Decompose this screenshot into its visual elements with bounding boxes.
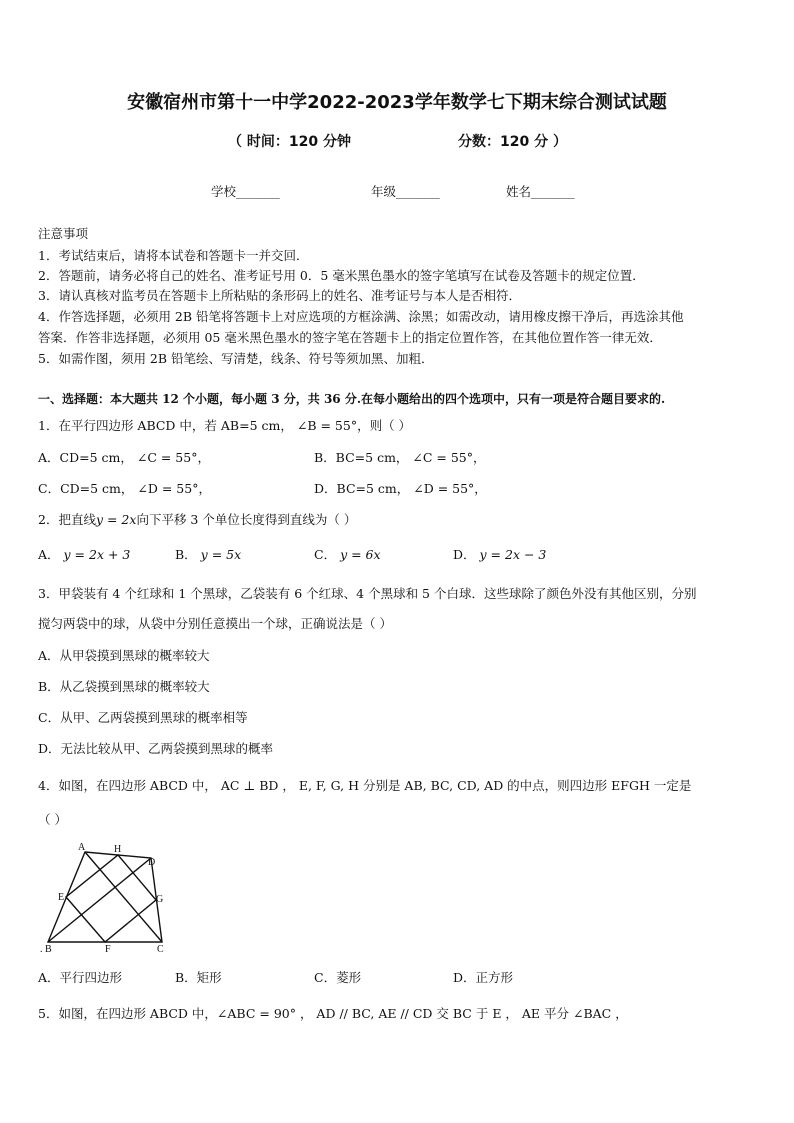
q1-option-d: D．BC=5 cm， ∠D = 55°， — [314, 481, 487, 496]
q2-option-c — [314, 545, 381, 563]
q2-c-math: y = 6x — [340, 547, 381, 562]
grade-field: 年级_______ — [371, 184, 440, 199]
notice-item: 5．如需作图，须用 2B 铅笔绘、写清楚，线条、符号等须加黑、加粗． — [38, 351, 434, 366]
q2-b-math: y = 5x — [200, 547, 242, 562]
notice-item: 2．答题前，请务必将自己的姓名、准考证号用 0．5 毫米黑色墨水的签字笔填写在试卷及答题卡的规定位置． — [38, 268, 645, 283]
exam-title: 安徽宿州市第十一中学2022-2023学年数学七下期末综合测试试题 — [127, 92, 667, 113]
q4-option-c: C．菱形 — [314, 970, 362, 985]
q2-option-a — [38, 545, 130, 563]
q2-stem-post: 向下平移 3 个单位长度得到直线为（ ） — [136, 512, 357, 527]
label-a: A — [78, 842, 86, 853]
q2-stem-pre: 2．把直线 — [38, 512, 96, 527]
notice-item: 答案．作答非选择题，必须用 05 毫米黑色墨水的签字笔在答题卡上的指定位置作答，在其他位置作答一律无效． — [38, 330, 662, 345]
label-e: E — [58, 892, 65, 903]
q2-a-math: y = 2x + 3 — [63, 547, 131, 562]
score-label: 分数：120 分 ） — [458, 134, 567, 150]
q2-d-math: y = 2x − 3 — [479, 547, 547, 562]
q1-option-c: C．CD=5 cm， ∠D = 55°， — [38, 481, 211, 496]
notice-heading: 注意事项 — [38, 226, 89, 241]
notice-item: 3．请认真核对监考员在答题卡上所粘贴的条形码上的姓名、准考证号与本人是否相符． — [38, 288, 521, 303]
q1-option-b: B．BC=5 cm， ∠C = 55°， — [314, 450, 486, 465]
q3-option-c: C．从甲、乙两袋摸到黑球的概率相等 — [38, 710, 248, 725]
label-d: D — [148, 857, 156, 868]
q4-option-d: D．正方形 — [453, 970, 514, 985]
q1-stem: 1．在平行四边形 ABCD 中，若 AB=5 cm， ∠B = 55°，则（ ） — [38, 418, 412, 433]
q3-option-b: B．从乙袋摸到黑球的概率较大 — [38, 679, 210, 694]
q2-a-label: A． — [38, 547, 60, 562]
q1-option-a: A．CD=5 cm， ∠C = 55°， — [38, 450, 210, 465]
q3-option-d: D．无法比较从甲、乙两袋摸到黑球的概率 — [38, 741, 274, 756]
name-field: 姓名_______ — [506, 184, 575, 199]
notice-item: 1．考试结束后，请将本试卷和答题卡一并交回． — [38, 248, 309, 263]
section-heading: 一、选择题：本大题共 12 个小题，每小题 3 分，共 36 分.在每小题给出的四个选项中，只有一项是符合题目要求的. — [38, 392, 666, 406]
q3-stem-line1: 3．甲袋装有 4 个红球和 1 个黑球，乙袋装有 6 个红球、4 个黑球和 5 个白球．这些球除了颜色外没有其他区别，分别 — [38, 586, 697, 601]
q4-figure — [38, 838, 178, 958]
q2-option-d — [453, 545, 546, 563]
label-f: F — [105, 944, 111, 955]
q3-option-a: A．从甲袋摸到黑球的概率较大 — [38, 648, 210, 663]
q4-stem-line2: （ ） — [38, 812, 67, 827]
notice-item: 4．作答选择题，必须用 2B 铅笔将答题卡上对应选项的方框涂满、涂黑；如需改动，请用橡皮擦干净后，再选涂其他 — [38, 309, 684, 324]
label-g: G — [156, 894, 164, 905]
q2-option-b — [175, 545, 241, 563]
q2-stem-math: y = 2x — [95, 512, 137, 527]
label-b: . B — [40, 944, 52, 955]
q2-c-label: C． — [314, 547, 337, 562]
quad-efgh — [66, 855, 156, 942]
q4-option-b: B．矩形 — [175, 970, 222, 985]
label-h: H — [114, 844, 122, 855]
school-field: 学校_______ — [211, 184, 280, 199]
q4-stem-line1: 4．如图，在四边形 ABCD 中， AC ⊥ BD ， E, F, G, H 分别是 AB, BC, CD, AD 的中点，则四边形 EFGH 一定是 — [38, 778, 692, 793]
time-label: （ 时间：120 分钟 — [228, 134, 351, 150]
q2-stem — [38, 510, 356, 528]
q3-stem-line2: 搅匀两袋中的球，从袋中分别任意摸出一个球，正确说法是（ ） — [38, 616, 392, 631]
q2-d-label: D． — [453, 547, 476, 562]
q5-stem: 5．如图，在四边形 ABCD 中，∠ABC = 90° ， AD // BC, AE // CD 交 BC 于 E ， AE 平分 ∠BAC ， — [38, 1006, 628, 1021]
q4-option-a: A．平行四边形 — [38, 970, 123, 985]
label-c: C — [157, 944, 164, 955]
q2-b-label: B． — [175, 547, 197, 562]
